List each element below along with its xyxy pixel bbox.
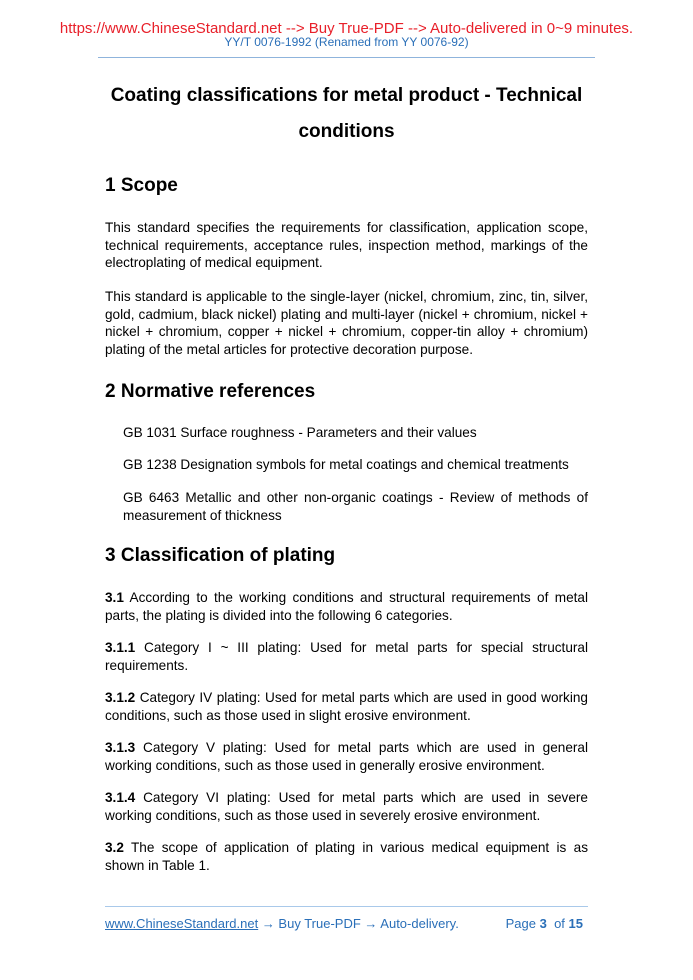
footer	[105, 916, 588, 931]
clause	[105, 639, 588, 674]
footer-text: → Buy True-PDF → Auto-delivery.	[258, 916, 459, 931]
paragraph: This standard is applicable to the single-layer (nickel, chromium, zinc, tin, silver, gold, cadmium, black nickel) plating and multi-layer (nickel + chromium, nickel + nickel + chromium, copper + nickel + chromium, copper-tin alloy + chromium) plating of the metal articles for protective decoration purpose.	[105, 289, 588, 357]
clause-text: Category VI plating: Used for metal parts which are used in severe working conditions, such as those used in severely erosive environment.	[105, 790, 588, 823]
header-divider	[98, 57, 595, 58]
clause-text: The scope of application of plating in various medical equipment is as shown in Table 1.	[105, 840, 588, 873]
clause-number: 3.1.4	[105, 790, 136, 805]
paragraph: This standard specifies the requirements for classification, application scope, technical requirements, acceptance rules, inspection method, markings of the electroplating of medical equipment.	[105, 220, 588, 271]
footer-divider	[105, 906, 588, 907]
reference-item: GB 1238 Designation symbols for metal coatings and chemical treatments	[123, 457, 569, 472]
reference-item: GB 1031 Surface roughness - Parameters and their values	[123, 425, 477, 440]
clause	[105, 589, 588, 624]
clause-number: 3.1	[105, 590, 124, 605]
clause-number: 3.1.1	[105, 640, 136, 655]
clause	[105, 839, 588, 874]
document-title: Coating classifications for metal product - Technical conditions	[110, 85, 583, 142]
section-heading-references: 2 Normative references	[105, 381, 316, 402]
page-of: of	[554, 916, 565, 931]
section-heading-scope: 1 Scope	[105, 175, 178, 196]
clause-text: Category V plating: Used for metal parts which are used in general working conditions, such as those used in generally erosive environment.	[105, 740, 588, 773]
standard-number: YY/T 0076-1992 (Renamed from YY 0076-92)	[224, 35, 469, 49]
clause-number: 3.1.3	[105, 740, 136, 755]
clause-text: According to the working conditions and structural requirements of metal parts, the plating is divided into the following 6 categories.	[105, 590, 588, 623]
page-total: 15	[568, 916, 583, 931]
page-indicator	[506, 916, 583, 931]
clause-number: 3.2	[105, 840, 124, 855]
page-label: Page	[505, 916, 536, 931]
footer-link[interactable]: www.ChineseStandard.net	[105, 916, 259, 931]
clause	[105, 689, 588, 724]
header-banner[interactable]: https://www.ChineseStandard.net --> Buy True-PDF --> Auto-delivered in 0~9 minutes.	[59, 20, 634, 37]
footer-promo	[105, 916, 459, 931]
page-number: 3	[539, 916, 547, 931]
section-heading-classification: 3 Classification of plating	[105, 545, 336, 566]
clause-text: Category IV plating: Used for metal parts which are used in good working conditions, such as those used in slight erosive environment.	[105, 690, 588, 723]
clause-text: Category I ~ III plating: Used for metal parts for special structural requirements.	[105, 640, 588, 673]
clause	[105, 739, 588, 774]
reference-item: GB 6463 Metallic and other non-organic coatings - Review of methods of measurement of thickness	[123, 490, 588, 523]
clause	[105, 789, 588, 824]
clause-number: 3.1.2	[105, 690, 136, 705]
